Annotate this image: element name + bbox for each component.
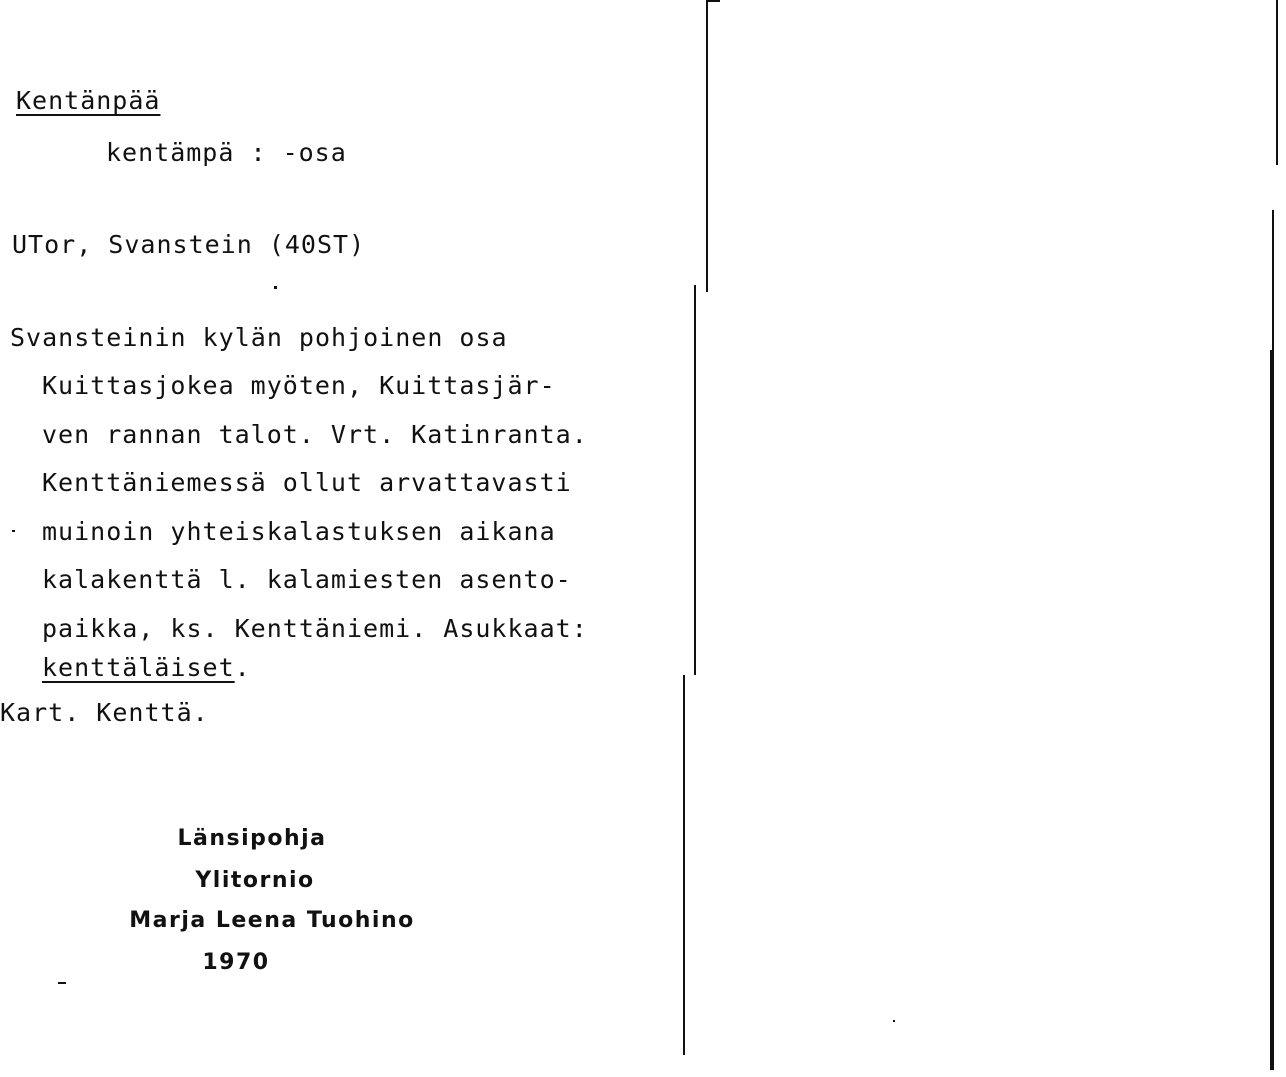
- stamp-parish: Ylitornio: [195, 868, 315, 893]
- headword: Kentänpää: [16, 86, 161, 115]
- scan-edge-line: [1270, 350, 1274, 1070]
- inhabitants-line: [42, 655, 251, 680]
- description-line: paikka, ks. Kenttäniemi. Asukkaat:: [42, 614, 588, 643]
- card-edge-line: [683, 675, 685, 1055]
- stamp-collector: Marja Leena Tuohino: [129, 908, 415, 933]
- scan-speck: [58, 982, 66, 984]
- description-line: kalakenttä l. kalamiesten asento-: [42, 565, 572, 594]
- description-line: Svansteinin kylän pohjoinen osa: [10, 323, 508, 352]
- description-line: Kuittasjokea myöten, Kuittasjär-: [42, 371, 556, 400]
- pronunciation-variant: kentämpä : -osa: [106, 138, 347, 167]
- stamp-year: 1970: [202, 950, 270, 975]
- stamp-region: Länsipohja: [177, 826, 327, 851]
- inhabitants-name: kenttäläiset: [42, 653, 235, 682]
- card-edge-line: [706, 0, 708, 292]
- location-line: UTor, Svanstein (40ST): [12, 230, 366, 259]
- card-edge-line: [694, 285, 696, 675]
- scan-speck: [893, 1020, 895, 1022]
- description-line: muinoin yhteiskalastuksen aikana: [42, 517, 556, 546]
- scan-edge-line: [1272, 210, 1274, 350]
- description-line: ven rannan talot. Vrt. Katinranta.: [42, 420, 588, 449]
- scan-speck: [12, 530, 15, 532]
- scan-speck: [274, 286, 277, 289]
- card-edge-corner: [706, 0, 720, 2]
- scan-edge-line: [1276, 0, 1278, 165]
- map-reference: Kart. Kenttä.: [0, 698, 209, 727]
- description-line: Kenttäniemessä ollut arvattavasti: [42, 468, 572, 497]
- inhabitants-period: .: [234, 653, 251, 682]
